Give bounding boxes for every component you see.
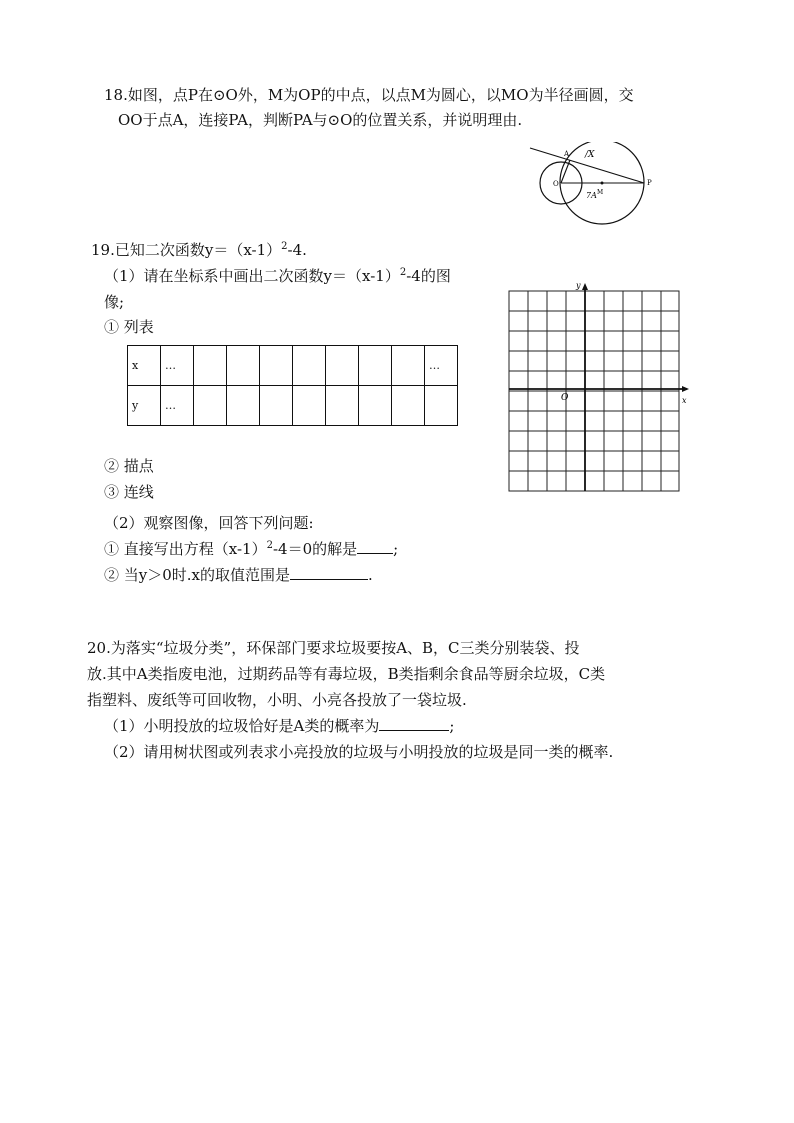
q20-line1: 20.为落实“垃圾分类”，环保部门要求垃圾要按A、B，C三类分别装袋、投 bbox=[87, 639, 580, 657]
label-top-mark: /X bbox=[585, 150, 595, 160]
coordinate-grid bbox=[505, 280, 690, 495]
q19-part1-cont: 像; bbox=[104, 293, 125, 311]
q19-step3: ③ 连线 bbox=[104, 483, 154, 501]
table-cell bbox=[194, 386, 227, 426]
answer-blank bbox=[379, 716, 449, 731]
label-m: M bbox=[597, 189, 604, 196]
q19-part1: （1）请在坐标系中画出二次函数$y=(x-1)^2-4$的图 bbox=[104, 267, 451, 285]
label-a: A bbox=[564, 150, 570, 158]
q19-sub2: ② 当y＞0时.x的取值范围是 . bbox=[104, 566, 373, 584]
table-cell bbox=[392, 386, 425, 426]
table-cell bbox=[227, 346, 260, 386]
answer-blank bbox=[290, 565, 368, 580]
q18-line2: OO于点A，连接PA，判断PA与⊙O的位置关系，并说明理由. bbox=[118, 111, 523, 129]
table-cell: y bbox=[128, 386, 161, 426]
q19-title: 19.已知二次函数$y=(x-1)^2-4$. bbox=[91, 241, 307, 259]
x-axis-label: x bbox=[682, 396, 687, 405]
label-left-mark: 7A bbox=[586, 191, 597, 200]
q19-step1: ① 列表 bbox=[104, 318, 154, 336]
q20-part2: （2）请用树状图或列表求小亮投放的垃圾与小明投放的垃圾是同一类的概率. bbox=[104, 743, 614, 761]
grid-lines bbox=[509, 291, 679, 491]
table-cell: x bbox=[128, 346, 161, 386]
y-axis-label: y bbox=[576, 281, 581, 290]
table-cell bbox=[326, 386, 359, 426]
table-row-x bbox=[128, 346, 458, 386]
q20-line2: 放.其中A类指废电池，过期药品等有毒垃圾，B类指剩余食品等厨余垃圾，C类 bbox=[87, 665, 606, 683]
table-cell bbox=[260, 386, 293, 426]
table-cell bbox=[194, 346, 227, 386]
table-cell bbox=[359, 386, 392, 426]
table-cell bbox=[293, 386, 326, 426]
answer-blank bbox=[357, 539, 393, 554]
table-cell: … bbox=[425, 346, 458, 386]
line-oa bbox=[561, 160, 570, 183]
table-cell bbox=[227, 386, 260, 426]
table-cell bbox=[425, 386, 458, 426]
y-axis-arrow bbox=[582, 283, 588, 290]
point-m bbox=[601, 182, 604, 185]
q19-part2: （2）观察图像，回答下列问题: bbox=[104, 514, 314, 532]
table-cell bbox=[293, 346, 326, 386]
table-cell: … bbox=[161, 346, 194, 386]
table-cell bbox=[260, 346, 293, 386]
table-cell bbox=[392, 346, 425, 386]
circle-tangent-figure bbox=[528, 142, 698, 232]
label-o: O bbox=[553, 180, 559, 188]
table-cell bbox=[326, 346, 359, 386]
label-p: P bbox=[647, 179, 652, 187]
q20-part1: （1）小明投放的垃圾恰好是A类的概率为 ; bbox=[104, 717, 455, 735]
table-cell bbox=[359, 346, 392, 386]
x-axis-arrow bbox=[682, 386, 689, 392]
table-row-y bbox=[128, 386, 458, 426]
origin-label: O bbox=[561, 393, 569, 403]
q19-step2: ② 描点 bbox=[104, 457, 154, 475]
q19-sub1: ① 直接写出方程$(x-1)^2-4=0$的解是 ; bbox=[104, 540, 399, 558]
table-cell: … bbox=[161, 386, 194, 426]
q20-line3: 指塑料、废纸等可回收物，小明、小亮各投放了一袋垃圾. bbox=[87, 691, 467, 709]
q18-line1: 18.如图，点P在⊙O外，M为OP的中点，以点M为圆心，以MO为半径画圆，交 bbox=[104, 86, 634, 104]
value-table bbox=[127, 345, 458, 426]
